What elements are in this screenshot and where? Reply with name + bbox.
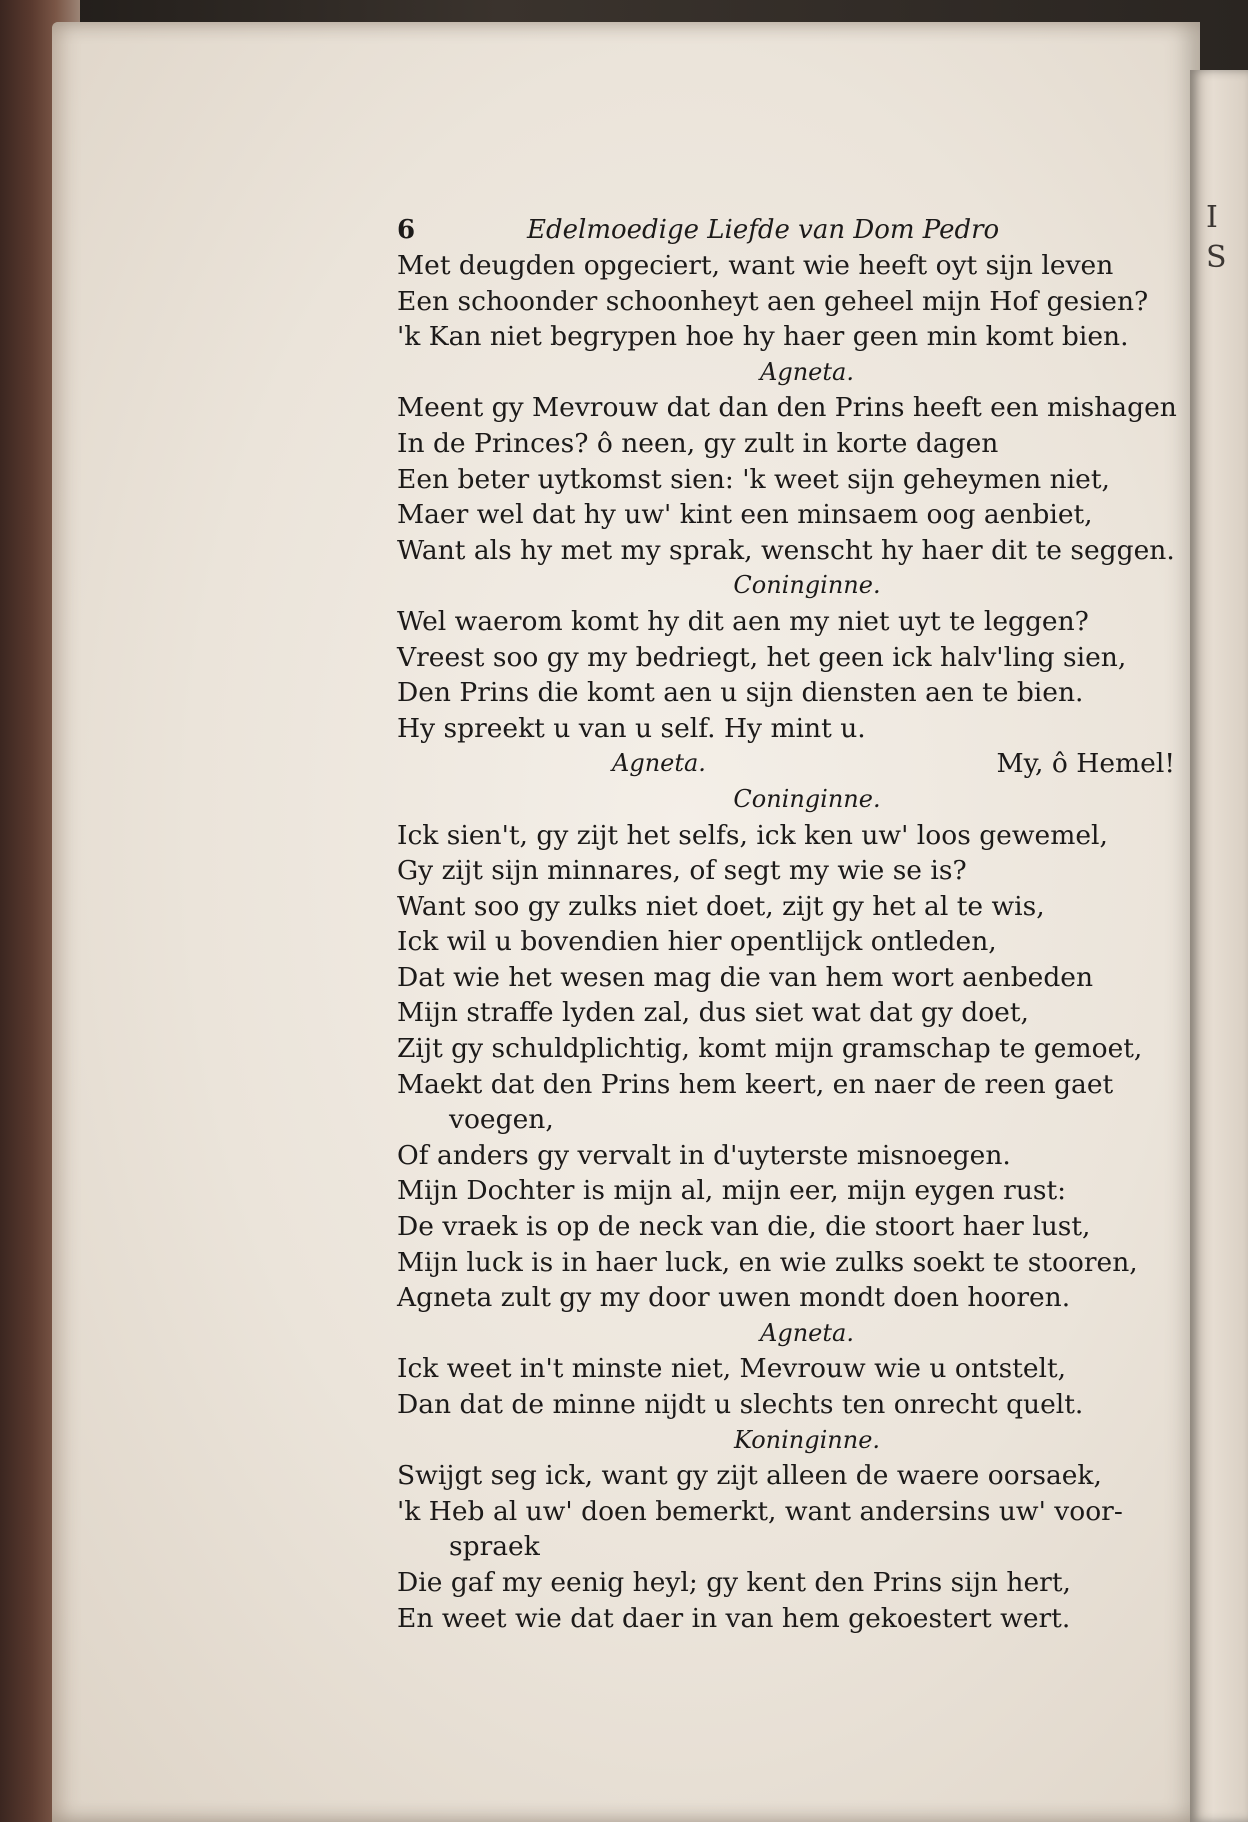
speaker-heading: Agneta.	[760, 1318, 854, 1347]
verse-line: Mijn straffe lyden zal, dus siet wat dat gy doet,	[397, 997, 1029, 1029]
verse-line: Ick wil u bovendien hier opentlijck ontleden,	[397, 926, 997, 958]
verse-line: En weet wie dat daer in van hem gekoestert wert.	[397, 1602, 1071, 1634]
page-number: 6	[397, 215, 416, 245]
running-title: Edelmoedige Liefde van Dom Pedro	[527, 215, 1000, 245]
speech-text: My, ô Hemel!	[996, 748, 1175, 780]
verse-lines	[397, 248, 1217, 1636]
running-head	[397, 212, 1217, 248]
verse-line: Hy spreekt u van u self. Hy mint u.	[397, 712, 866, 744]
page-text	[397, 212, 1217, 1636]
verse-line: Die gaf my eenig heyl; gy kent den Prins sijn hert,	[397, 1566, 1071, 1598]
verse-line: Met deugden opgeciert, want wie heeft oyt sijn leven	[397, 250, 1114, 281]
speaker-heading: Koninginne.	[733, 1425, 881, 1454]
verse-line: Meent gy Mevrouw dat dan den Prins heeft een mishagen	[397, 392, 1177, 424]
verse-continuation: spraek	[449, 1531, 540, 1563]
verse-line: 'k Heb al uw' doen bemerkt, want andersins uw' voor-	[397, 1495, 1123, 1527]
verse-line: Agneta zult gy my door uwen mondt doen hooren.	[397, 1282, 1071, 1314]
speaker-heading: Agneta.	[760, 357, 854, 386]
verse-line: Mijn Dochter is mijn al, mijn eer, mijn eygen rust:	[397, 1175, 1067, 1207]
speaker-heading: Coninginne.	[733, 784, 881, 813]
verse-line: Maekt dat den Prins hem keert, en naer de reen gaet	[397, 1068, 1114, 1100]
verse-line: Een beter uytkomst sien: 'k weet sijn geheymen niet,	[397, 463, 1110, 495]
speaker-name: Agneta.	[612, 749, 706, 778]
facing-page-edge: I S	[1190, 70, 1248, 1822]
verse-line: Dat wie het wesen mag die van hem wort aenbeden	[397, 961, 1094, 993]
verse-line: Een schoonder schoonheyt aen geheel mijn Hof gesien?	[397, 285, 1149, 317]
verse-line: Gy zijt sijn minnares, of segt my wie se is?	[397, 855, 967, 887]
verse-line: Wel waerom komt hy dit aen my niet uyt te leggen?	[397, 605, 1089, 637]
verse-line: Want als hy met my sprak, wenscht hy haer dit te seggen.	[397, 534, 1175, 566]
verse-line: Ick weet in't minste niet, Mevrouw wie u ontstelt,	[397, 1353, 1067, 1385]
verse-line: In de Princes? ô neen, gy zult in korte dagen	[397, 427, 999, 459]
speaker-line	[397, 746, 1217, 782]
verse-line: Zijt gy schuldplichtig, komt mijn gramschap te gemoet,	[397, 1033, 1143, 1065]
book-page	[52, 22, 1200, 1822]
verse-line: Swijgt seg ick, want gy zijt alleen de waere oorsaek,	[397, 1460, 1102, 1492]
verse-line: De vraek is op de neck van die, die stoort haer lust,	[397, 1211, 1091, 1243]
verse-line: Vreest soo gy my bedriegt, het geen ick halv'ling sien,	[397, 641, 1127, 673]
verse-line: 'k Kan niet begrypen hoe hy haer geen min komt bien.	[397, 321, 1129, 353]
verse-line: Den Prins die komt aen u sijn diensten aen te bien.	[397, 677, 1084, 709]
verse-line: Maer wel dat hy uw' kint een minsaem oog aenbiet,	[397, 499, 1093, 531]
verse-line: Mijn luck is in haer luck, en wie zulks soekt te stooren,	[397, 1246, 1138, 1278]
verse-line: Want soo gy zulks niet doet, zijt gy het al te wis,	[397, 890, 1045, 922]
verse-line: Ick sien't, gy zijt het selfs, ick ken uw' loos gewemel,	[397, 819, 1108, 851]
verse-line: Dan dat de minne nijdt u slechts ten onrecht quelt.	[397, 1389, 1084, 1420]
speaker-heading: Coninginne.	[733, 571, 881, 600]
verse-continuation: voegen,	[449, 1104, 554, 1136]
verse-line: Of anders gy vervalt in d'uyterste misnoegen.	[397, 1139, 1011, 1171]
